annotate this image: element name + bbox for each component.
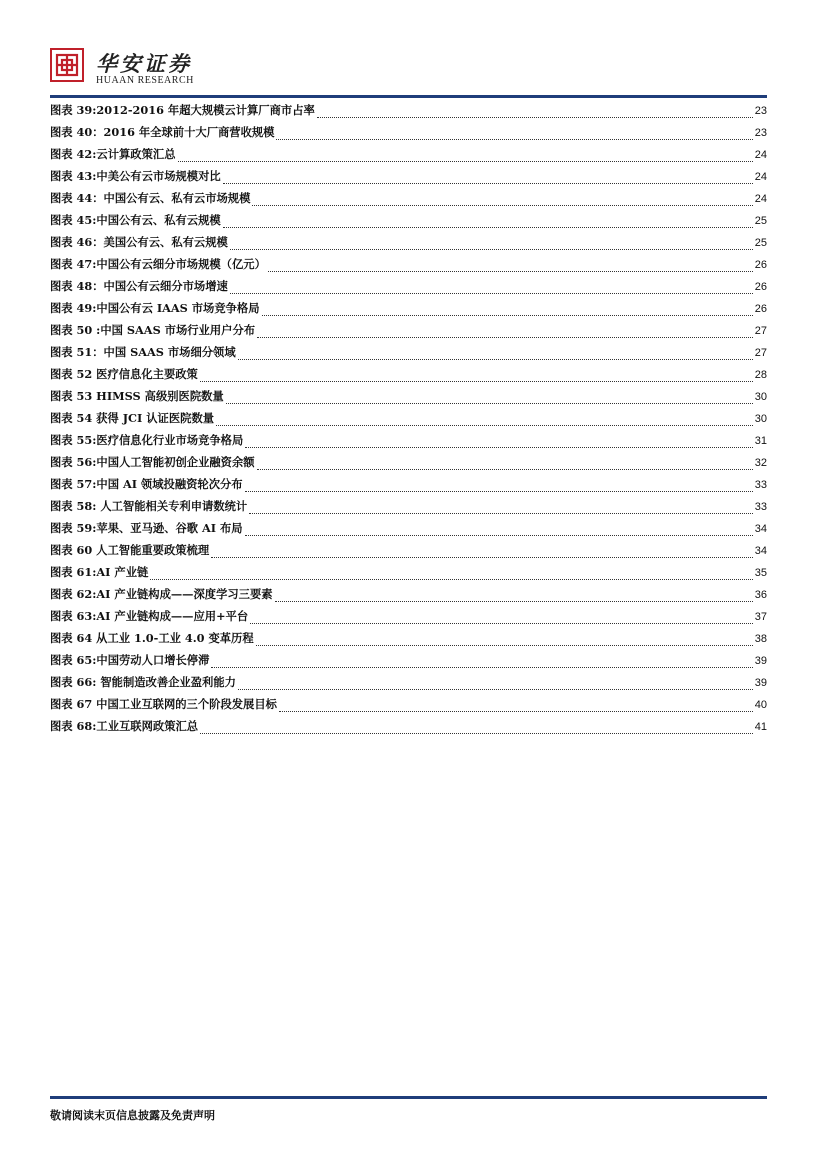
toc-leader-dots <box>230 283 753 294</box>
toc-leader-dots <box>150 569 752 580</box>
toc-entry-page[interactable]: 23 <box>754 127 767 139</box>
toc-entry[interactable] <box>50 341 767 363</box>
toc-entry-label[interactable]: 图表 66: 智能制造改善企业盈利能力 <box>50 675 236 689</box>
toc-entry-label[interactable]: 图表 42:云计算政策汇总 <box>50 147 176 161</box>
toc-entry-page[interactable]: 39 <box>754 677 767 689</box>
toc-leader-dots <box>211 657 752 668</box>
toc-entry-label[interactable]: 图表 54 获得 JCI 认证医院数量 <box>50 411 215 425</box>
toc-entry-label[interactable]: 图表 50 :中国 SAAS 市场行业用户分布 <box>50 323 256 337</box>
toc-entry-page[interactable]: 30 <box>754 413 767 425</box>
toc-entry[interactable] <box>50 297 767 319</box>
toc-entry-label[interactable]: 图表 47:中国公有云细分市场规模（亿元） <box>50 257 266 271</box>
toc-entry[interactable] <box>50 319 767 341</box>
toc-entry-page[interactable]: 27 <box>754 347 767 359</box>
toc-entry-page[interactable]: 35 <box>754 567 767 579</box>
footer-disclaimer: 敬请阅读末页信息披露及免责声明 <box>50 1109 215 1122</box>
toc-leader-dots <box>279 701 753 712</box>
toc-entry-page[interactable]: 34 <box>754 523 767 535</box>
toc-entry-page[interactable]: 36 <box>754 589 767 601</box>
toc-entry-label[interactable]: 图表 60 人工智能重要政策梳理 <box>50 543 210 557</box>
toc-entry[interactable] <box>50 517 767 539</box>
toc-entry[interactable] <box>50 605 767 627</box>
toc-entry[interactable] <box>50 539 767 561</box>
toc-leader-dots <box>223 217 753 228</box>
toc-entry-page[interactable]: 23 <box>754 105 767 117</box>
toc-entry-page[interactable]: 33 <box>754 479 767 491</box>
toc-entry[interactable] <box>50 99 767 121</box>
brand-name-cn: 华安证券 <box>96 51 192 76</box>
toc-entry-label[interactable]: 图表 45:中国公有云、私有云规模 <box>50 213 221 227</box>
toc-entry-page[interactable]: 24 <box>754 193 767 205</box>
toc-entry[interactable] <box>50 715 767 737</box>
toc-entry[interactable] <box>50 407 767 429</box>
toc-entry-page[interactable]: 26 <box>754 259 767 271</box>
toc-entry-label[interactable]: 图表 40：2016 年全球前十大厂商营收规模 <box>50 125 275 139</box>
toc-entry[interactable] <box>50 187 767 209</box>
toc-entry-page[interactable]: 32 <box>754 457 767 469</box>
toc-entry-page[interactable]: 38 <box>754 633 767 645</box>
toc-leader-dots <box>257 327 753 338</box>
toc-leader-dots <box>245 481 753 492</box>
toc-entry-label[interactable]: 图表 48：中国公有云细分市场增速 <box>50 279 228 293</box>
toc-entry-label[interactable]: 图表 67 中国工业互联网的三个阶段发展目标 <box>50 697 277 711</box>
toc-entry-label[interactable]: 图表 49:中国公有云 IAAS 市场竞争格局 <box>50 301 260 315</box>
toc-entry[interactable] <box>50 209 767 231</box>
toc-entry-label[interactable]: 图表 62:AI 产业链构成——深度学习三要素 <box>50 587 273 601</box>
huaan-logo-icon <box>50 48 84 82</box>
toc-entry-page[interactable]: 27 <box>754 325 767 337</box>
toc-entry-label[interactable]: 图表 44：中国公有云、私有云市场规模 <box>50 191 251 205</box>
toc-entry[interactable] <box>50 627 767 649</box>
header-divider <box>50 95 767 98</box>
toc-entry[interactable] <box>50 649 767 671</box>
toc-entry-page[interactable]: 24 <box>754 149 767 161</box>
toc-leader-dots <box>262 305 753 316</box>
toc-entry-label[interactable]: 图表 68:工业互联网政策汇总 <box>50 719 199 733</box>
toc-entry[interactable] <box>50 495 767 517</box>
toc-leader-dots <box>252 195 752 206</box>
toc-leader-dots <box>256 635 753 646</box>
toc-entry-page[interactable]: 26 <box>754 303 767 315</box>
footer-divider <box>50 1096 767 1099</box>
toc-entry-label[interactable]: 图表 56:中国人工智能初创企业融资余额 <box>50 455 255 469</box>
toc-leader-dots <box>200 723 753 734</box>
toc-leader-dots <box>223 173 753 184</box>
toc-entry-label[interactable]: 图表 43:中美公有云市场规模对比 <box>50 169 221 183</box>
toc-entry-page[interactable]: 26 <box>754 281 767 293</box>
toc-leader-dots <box>249 503 753 514</box>
toc-leader-dots <box>178 151 753 162</box>
toc-leader-dots <box>250 613 753 624</box>
toc-entry-label[interactable]: 图表 55:医疗信息化行业市场竞争格局 <box>50 433 244 447</box>
toc-leader-dots <box>275 591 753 602</box>
toc-entry-page[interactable]: 31 <box>754 435 767 447</box>
toc-entry[interactable] <box>50 583 767 605</box>
toc-entry[interactable] <box>50 429 767 451</box>
toc-entry-label[interactable]: 图表 52 医疗信息化主要政策 <box>50 367 198 381</box>
toc-entry[interactable] <box>50 165 767 187</box>
toc-entry[interactable] <box>50 253 767 275</box>
toc-entry[interactable] <box>50 385 767 407</box>
toc-entry-page[interactable]: 25 <box>754 215 767 227</box>
toc-leader-dots <box>257 459 753 470</box>
toc-entry-page[interactable]: 41 <box>754 721 767 733</box>
toc-leader-dots <box>200 371 753 382</box>
toc-leader-dots <box>226 393 753 404</box>
toc-entry-label[interactable]: 图表 63:AI 产业链构成——应用+平台 <box>50 609 249 623</box>
toc-entry-page[interactable]: 25 <box>754 237 767 249</box>
toc-entry-page[interactable]: 30 <box>754 391 767 403</box>
toc-entry-label[interactable]: 图表 53 HIMSS 高级别医院数量 <box>50 389 224 403</box>
toc-entry-page[interactable]: 39 <box>754 655 767 667</box>
toc-leader-dots <box>317 107 753 118</box>
toc-entry-page[interactable]: 33 <box>754 501 767 513</box>
toc-leader-dots <box>245 525 753 536</box>
toc-entry-label[interactable]: 图表 58: 人工智能相关专利申请数统计 <box>50 499 248 513</box>
toc-leader-dots <box>276 129 752 140</box>
toc-leader-dots <box>238 349 753 360</box>
toc-leader-dots <box>230 239 753 250</box>
toc-leader-dots <box>268 261 753 272</box>
toc-entry-label[interactable]: 图表 65:中国劳动人口增长停滞 <box>50 653 210 667</box>
toc-entry[interactable] <box>50 473 767 495</box>
toc-entry[interactable] <box>50 231 767 253</box>
toc-entry-page[interactable]: 37 <box>754 611 767 623</box>
toc-entry-label[interactable]: 图表 39:2012-2016 年超大规模云计算厂商市占率 <box>50 103 315 117</box>
page-header <box>50 48 770 92</box>
toc-leader-dots <box>216 415 753 426</box>
toc-entry[interactable] <box>50 363 767 385</box>
toc-entry[interactable] <box>50 561 767 583</box>
brand-name-en: HUAAN RESEARCH <box>96 75 194 86</box>
table-of-figures <box>50 99 767 737</box>
toc-entry-page[interactable]: 34 <box>754 545 767 557</box>
toc-entry-label[interactable]: 图表 51：中国 SAAS 市场细分领域 <box>50 345 236 359</box>
toc-entry-page[interactable]: 40 <box>754 699 767 711</box>
toc-entry[interactable] <box>50 143 767 165</box>
toc-entry-label[interactable]: 图表 59:苹果、亚马逊、谷歌 AI 布局 <box>50 521 243 535</box>
toc-entry[interactable] <box>50 451 767 473</box>
toc-entry-label[interactable]: 图表 46：美国公有云、私有云规模 <box>50 235 228 249</box>
toc-leader-dots <box>238 679 753 690</box>
toc-entry[interactable] <box>50 275 767 297</box>
toc-entry[interactable] <box>50 671 767 693</box>
toc-entry-page[interactable]: 24 <box>754 171 767 183</box>
toc-entry[interactable] <box>50 693 767 715</box>
toc-entry-label[interactable]: 图表 64 从工业 1.0-工业 4.0 变革历程 <box>50 631 254 645</box>
toc-leader-dots <box>245 437 752 448</box>
toc-entry-page[interactable]: 28 <box>754 369 767 381</box>
toc-entry[interactable] <box>50 121 767 143</box>
toc-leader-dots <box>211 547 753 558</box>
toc-entry-label[interactable]: 图表 57:中国 AI 领域投融资轮次分布 <box>50 477 243 491</box>
toc-entry-label[interactable]: 图表 61:AI 产业链 <box>50 565 149 579</box>
